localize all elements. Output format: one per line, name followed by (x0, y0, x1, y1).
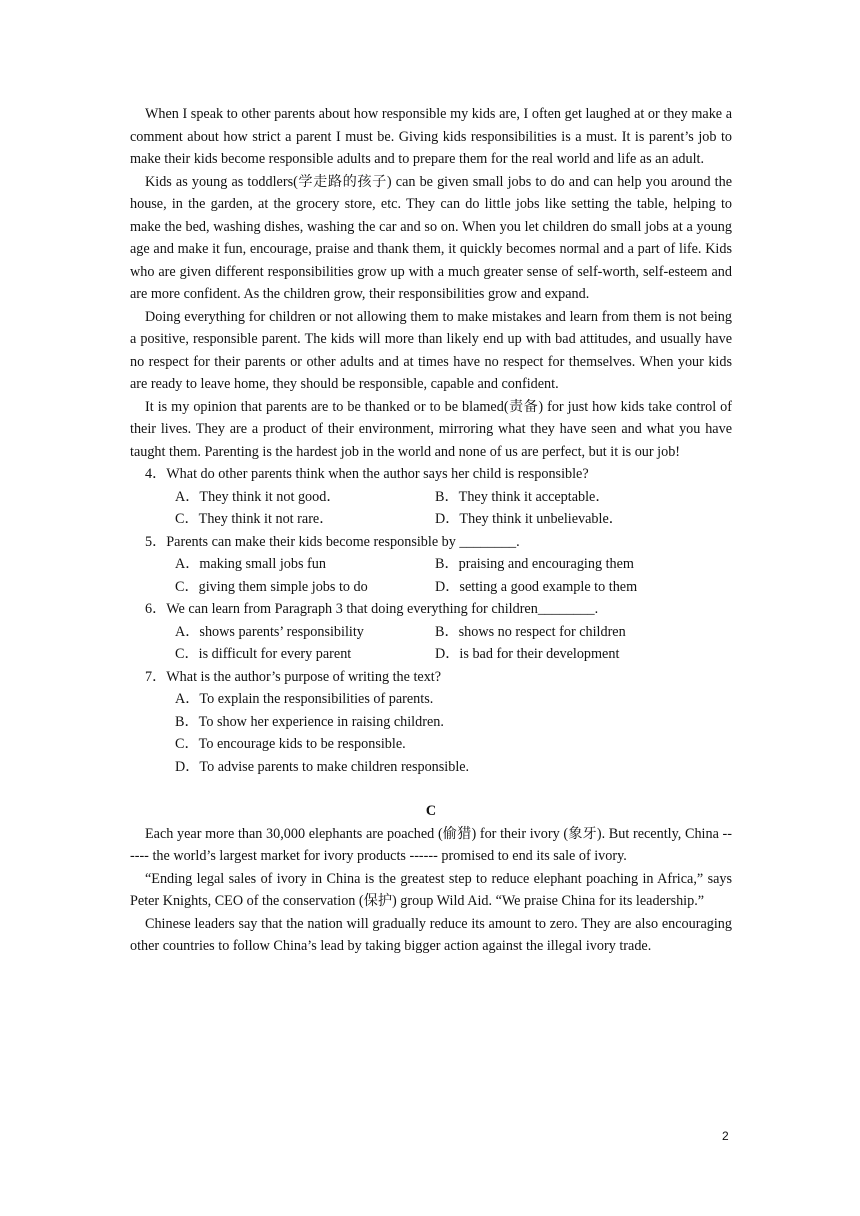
option-b: B．praising and encouraging them (435, 556, 634, 572)
option-b: B．They think it acceptable． (435, 488, 610, 505)
option-d: D．To advise parents to make children responsible. (175, 758, 470, 775)
paragraph: Each year more than 30,000 elephants are poached (偷猎) for their ivory (象牙). But recently, China ------ the world’s largest market for ivory products ------ promised to end its sale of ivory. (130, 825, 732, 864)
option-c: C．is difficult for every parent (175, 646, 352, 662)
question-6 (130, 598, 732, 666)
option-d: D．They think it unbelievable． (435, 511, 623, 527)
option-a: A．To explain the responsibilities of parents. (175, 691, 434, 707)
option-a: A．They think it not good． (175, 488, 341, 505)
question-options (130, 621, 732, 666)
paragraph: Chinese leaders say that the nation will gradually reduce its amount to zero. They are also encouraging other countries to follow China’s lead by taking bigger action against the illegal ivory trade. (130, 915, 732, 954)
section-heading-c: C (425, 803, 437, 819)
question-5 (130, 531, 732, 599)
question-options (130, 688, 732, 778)
paragraph: Kids as young as toddlers(学走路的孩子) can be given small jobs to do and can help you around the house, in the garden, at the grocery store, etc. They can do little jobs like setting the table, helping to make the bed, washing dishes, washing the car and so on. When you let children do small jobs at a young age and make it fun, encourage, praise and thank them, it quickly becomes normal and a part of life. Kids who are given different responsibilities grow up with a much greater sense of self-worth, self-esteem and are more confident. As the children grow, their responsibilities grow and expand. (130, 173, 732, 302)
option-c: C．They think it not rare． (175, 511, 334, 527)
page-number: 2 (722, 1129, 729, 1143)
passage-b (130, 103, 732, 463)
question-options (130, 486, 732, 531)
paragraph: It is my opinion that parents are to be thanked or to be blamed(责备) for just how kids take control of their lives. They are a product of their environment, mirroring what they have seen and what you have taught them. Parenting is the hardest job in the world and none of us are perfect, but it is our job! (130, 398, 732, 460)
question-stem: 4．What do other parents think when the author says her child is responsible? (145, 466, 589, 482)
option-c: C．To encourage kids to be responsible. (175, 736, 406, 752)
option-b: B．shows no respect for children (435, 623, 626, 640)
question-stem: 7．What is the author’s purpose of writing the text? (145, 668, 442, 685)
option-d: D．is bad for their development (435, 646, 620, 662)
question-4 (130, 463, 732, 531)
question-stem: 5．Parents can make their kids become responsible by ________. (145, 533, 520, 550)
question-7 (130, 666, 732, 779)
option-b: B．To show her experience in raising children. (175, 713, 444, 730)
option-d: D．setting a good example to them (435, 578, 638, 595)
paragraph: Doing everything for children or not allowing them to make mistakes and learn from them is not being a positive, responsible parent. The kids will more than likely end up with bad attitudes, and usually have no respect for their parents or other adults and at times have no respect for themselves. When your kids are ready to leave home, they should be responsible, capable and confident. (130, 308, 732, 392)
question-options (130, 553, 732, 598)
option-a: A．making small jobs fun (175, 556, 326, 572)
option-c: C．giving them simple jobs to do (175, 578, 368, 595)
passage-c (130, 823, 732, 958)
document-page (130, 103, 732, 958)
option-a: A．shows parents’ responsibility (175, 623, 364, 640)
question-stem: 6．We can learn from Paragraph 3 that doing everything for children________. (145, 601, 599, 617)
paragraph: When I speak to other parents about how responsible my kids are, I often get laughed at or they make a comment about how strict a parent I must be. Giving kids responsibilities is a must. It is parent’s job to make their kids become responsible adults and to prepare them for the real world and life as an adult. (130, 106, 732, 167)
paragraph: “Ending legal sales of ivory in China is the greatest step to reduce elephant poaching in Africa,” says Peter Knights, CEO of the conservation (保护) group Wild Aid. “We praise China for its leadership.” (130, 870, 732, 909)
